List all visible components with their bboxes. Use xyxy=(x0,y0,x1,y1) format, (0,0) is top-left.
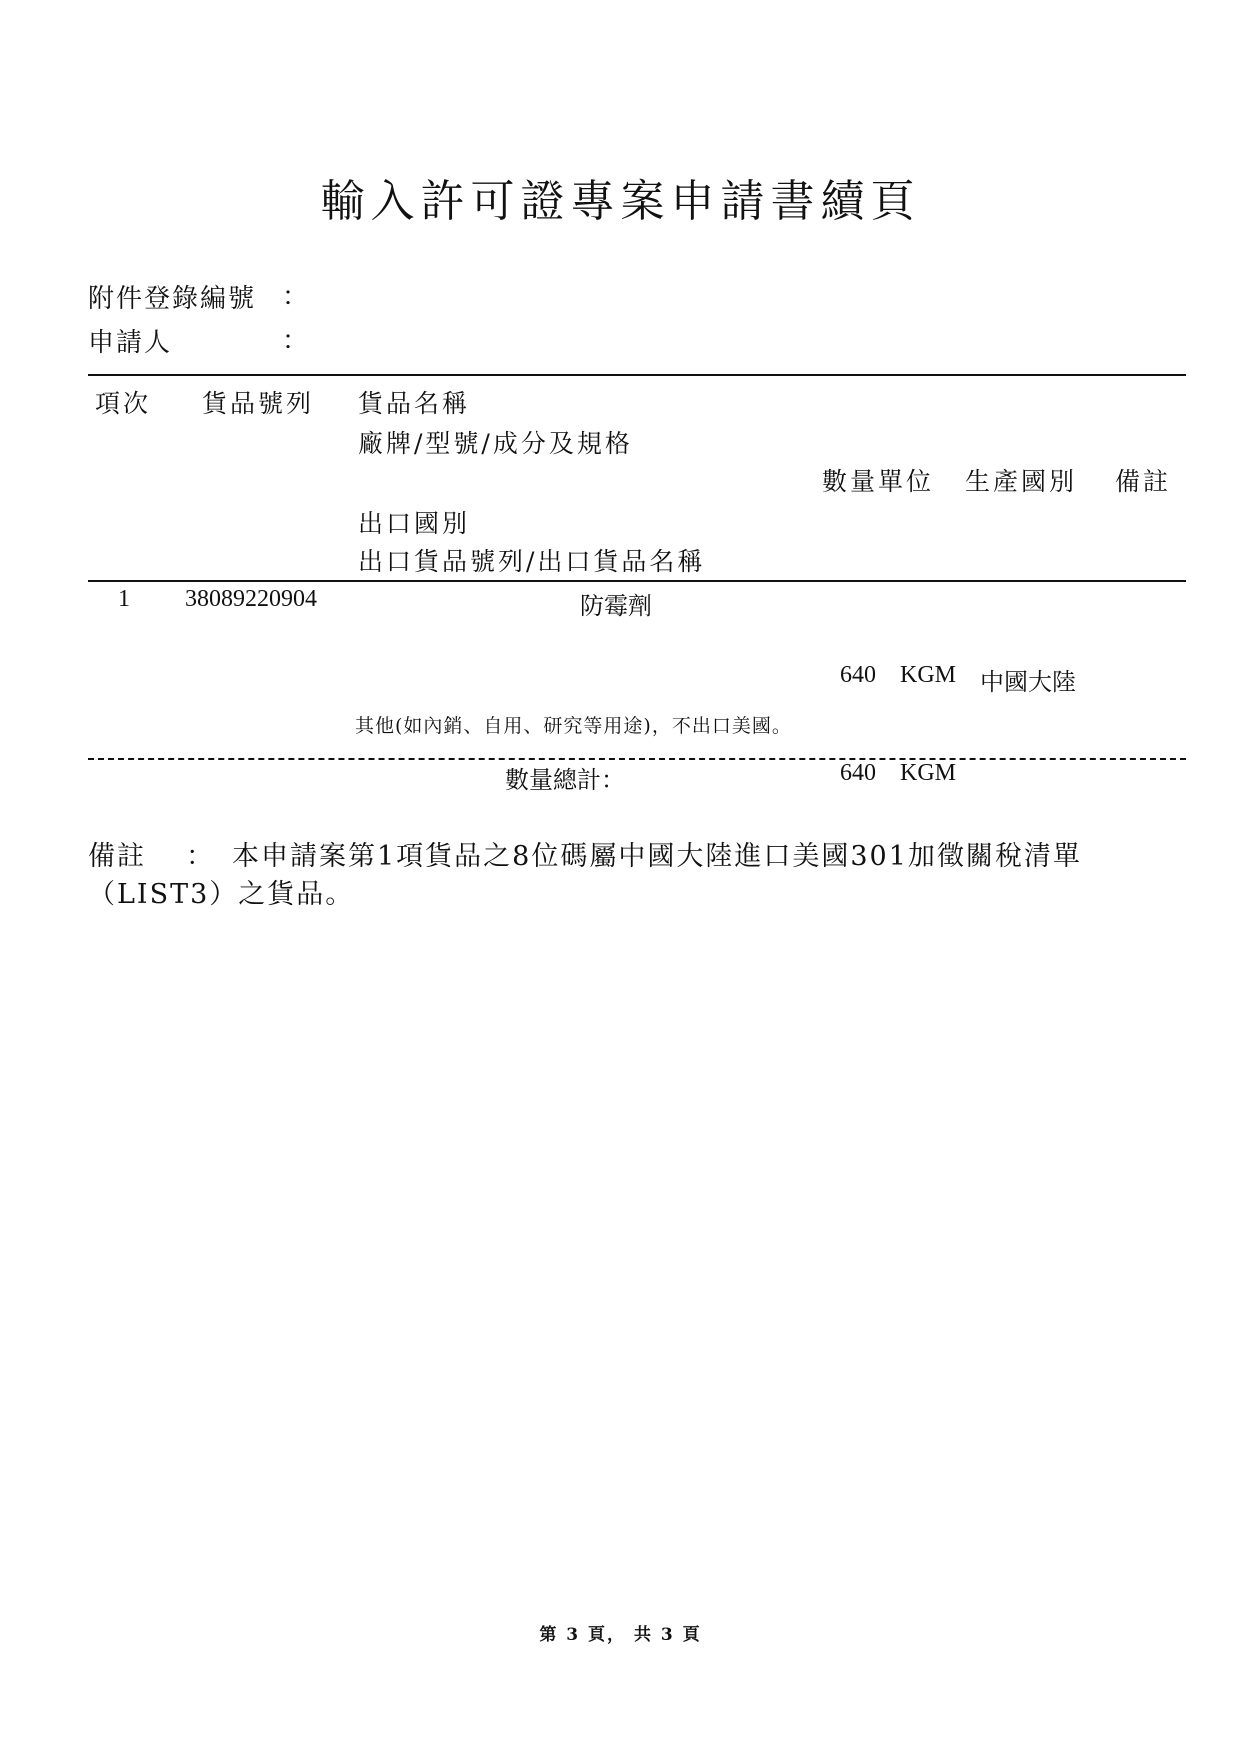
header-item-no: 項次 xyxy=(95,389,152,418)
header-export-code-name: 出口貨品號列/出口貨品名稱 xyxy=(358,547,706,576)
row-goods-name: 防霉劑 xyxy=(580,592,652,620)
remarks-line-1: 本申請案第1項貨品之8位碼屬中國大陸進口美國301加徵關稅清單 xyxy=(232,841,1082,872)
document-title: 輸入許可證專案申請書續頁 xyxy=(320,176,921,227)
table-top-rule xyxy=(88,374,1186,376)
totals-dashed-rule xyxy=(88,758,1186,760)
header-origin: 生產國別 xyxy=(965,467,1078,496)
header-export-country: 出口國別 xyxy=(358,509,471,538)
row-goods-code: 38089220904 xyxy=(185,586,317,612)
remarks-line-2: （LIST3）之貨品。 xyxy=(88,879,355,910)
row-unit: KGM xyxy=(900,662,957,688)
page-number: 第 3 頁， 共 3 頁 xyxy=(539,1625,702,1645)
header-goods-name: 貨品名稱 xyxy=(358,389,471,418)
table-header-rule xyxy=(88,580,1186,582)
header-goods-code: 貨品號列 xyxy=(202,389,315,418)
remarks-colon: ： xyxy=(186,841,215,872)
header-note: 備註 xyxy=(1115,467,1172,496)
attachment-reg-no-label: 附件登錄編號 xyxy=(88,284,257,314)
remarks-label: 備註 xyxy=(88,841,146,872)
applicant-colon: ： xyxy=(282,326,309,356)
attachment-reg-no-colon: ： xyxy=(282,282,309,312)
row-item-no: 1 xyxy=(118,586,130,612)
row-origin: 中國大陸 xyxy=(980,668,1076,696)
totals-label: 數量總計： xyxy=(505,766,625,794)
applicant-label: 申請人 xyxy=(88,328,173,358)
row-export-note: 其他(如內銷、自用、研究等用途)，不出口美國。 xyxy=(355,715,792,737)
totals-quantity: 640 xyxy=(840,760,876,786)
header-brand-spec: 廠牌/型號/成分及規格 xyxy=(358,429,633,458)
totals-unit: KGM xyxy=(900,760,957,786)
header-qty-unit: 數量單位 xyxy=(822,467,935,496)
row-quantity: 640 xyxy=(840,662,876,688)
